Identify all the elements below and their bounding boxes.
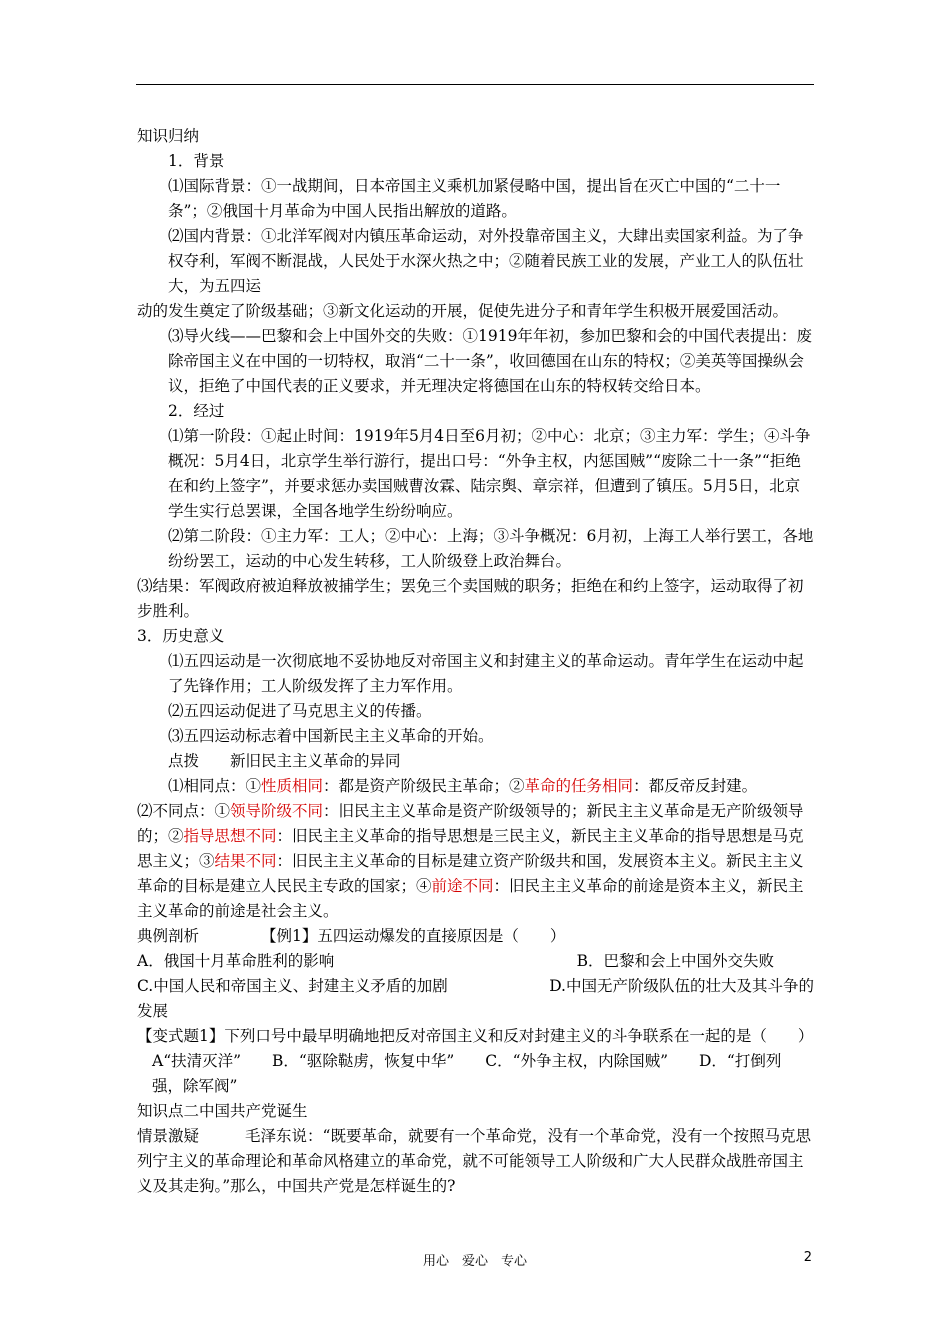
tip-diff-text: ⑵不同点：① <box>137 802 231 820</box>
background-intl: ⑴国际背景：①一战期间，日本帝国主义乘机加紧侵略中国，提出旨在灭亡中国的“二十一条”；②俄国十月革命为中国人民指出解放的道路。 <box>168 177 781 220</box>
tip-diff-text: ：旧民主主义革命的目标是建立资产阶级共和国，发展资本主义。新民主主义革命的目标是建立人民民主专政的国家；④ <box>137 852 804 895</box>
document-body <box>137 124 814 1199</box>
example-option-d-cont: 发展 <box>137 1002 169 1020</box>
example-question: 【例1】五四运动爆发的直接原因是（ ） <box>261 927 566 945</box>
variant-question: 【变式题1】下列口号中最早明确地把反对帝国主义和反对封建主义的斗争联系在一起的是（ ） <box>137 1027 814 1045</box>
tip-same-text: ：都是资产阶级民主革命；② <box>323 777 525 795</box>
example-option-a: A．俄国十月革命胜利的影响 <box>137 952 335 970</box>
tip-line <box>137 749 814 774</box>
highlight-task-same: 革命的任务相同 <box>524 777 634 795</box>
process-result: ⑶结果：军阀政府被迫释放被捕学生；罢免三个卖国贼的职务；拒绝在和约上签字，运动取得了初步胜利。 <box>137 577 804 620</box>
tip-diff-text: ：旧民主主义革命的前途是资本主义，新民主主义革命的前途是社会主义。 <box>137 877 804 920</box>
tip-diff <box>137 799 814 924</box>
tip-same-text: ⑴相同点：① <box>168 777 262 795</box>
significance-item1: ⑴五四运动是一次彻底地不妥协地反对帝国主义和封建主义的革命运动。青年学生在运动中起了先锋作用；工人阶级发挥了主力军作用。 <box>168 652 804 695</box>
point2-scene <box>137 1124 814 1199</box>
background-fuse: ⑶导火线——巴黎和会上中国外交的失败：①1919年年初，参加巴黎和会的中国代表提出：废除帝国主义在中国的一切特权，取消“二十一条”，收回德国在山东的特权；②美英等国操纵会议，拒绝了中国代表的正义要求，并无理决定将德国在山东的特权转交给日本。 <box>168 327 812 395</box>
footer-motto: 用心 爱心 专心 <box>422 1254 527 1269</box>
background-heading: 1．背景 <box>168 152 225 170</box>
background-domestic-2: 动的发生奠定了阶级基础；③新文化运动的开展，促使先进分子和青年学生积极开展爱国活动。 <box>137 302 789 320</box>
highlight-ideology-diff: 指导思想不同 <box>183 827 277 845</box>
variant-options-2: 强，除军阀” <box>152 1077 238 1095</box>
tip-title: 新旧民主主义革命的异同 <box>230 752 401 770</box>
highlight-nature-same: 性质相同 <box>261 777 324 795</box>
highlight-future-diff: 前途不同 <box>431 877 494 895</box>
highlight-result-diff: 结果不同 <box>214 852 277 870</box>
example-line <box>137 924 814 949</box>
example-option-b: B．巴黎和会上中国外交失败 <box>576 952 774 970</box>
tip-diff-text: ：旧民主主义革命是资产阶级领导的；新民主主义革命是无产阶级领导的；② <box>137 802 804 845</box>
process-heading: 2．经过 <box>168 402 225 420</box>
background-domestic-1: ⑵国内背景：①北洋军阀对内镇压革命运动，对外投靠帝国主义，大肆出卖国家利益。为了争权夺利，军阀不断混战，人民处于水深火热之中；②随着民族工业的发展，产业工人的队伍壮大，为五四运 <box>168 227 804 295</box>
process-stage1: ⑴第一阶段：①起止时间：1919年5月4日至6月初；②中心：北京；③主力军：学生；④斗争概况：5月4日，北京学生举行游行，提出口号：“外争主权，内惩国贼”“废除二十一条”“拒绝在和约上签字”，并要求惩办卖国贼曹汝霖、陆宗舆、章宗祥，但遭到了镇压。5月5日，北京学生实行总罢课，全国各地学生纷纷响应。 <box>168 427 811 520</box>
example-options-row2 <box>137 974 814 999</box>
tip-diff-text: ：旧民主主义革命的指导思想是三民主义，新民主主义革命的指导思想是马克思主义；③ <box>137 827 804 870</box>
example-label: 典例剖析 <box>137 927 200 945</box>
highlight-leader-diff: 领导阶级不同 <box>230 802 324 820</box>
significance-item2: ⑵五四运动促进了马克思主义的传播。 <box>168 702 432 720</box>
point2-title: 知识点二中国共产党诞生 <box>137 1102 308 1120</box>
tip-label: 点拨 <box>168 752 200 770</box>
significance-item3: ⑶五四运动标志着中国新民主主义革命的开始。 <box>168 727 494 745</box>
example-option-c: C.中国人民和帝国主义、封建主义矛盾的加剧 <box>137 977 448 995</box>
tip-same-text: ：都反帝反封建。 <box>633 777 758 795</box>
tip-same <box>137 774 814 799</box>
variant-options-1: A“扶清灭洋” B．“驱除鞑虏，恢复中华” C．“外争主权，内除国贼” D．“打倒列 <box>152 1052 782 1070</box>
page-number: 2 <box>803 1250 812 1265</box>
point2-text: 毛泽东说：“既要革命，就要有一个革命党，没有一个革命党，没有一个按照马克思列宁主义的革命理论和革命风格建立的革命党，就不可能领导工人阶级和广大人民群众战胜帝国主义及其走狗。”那么，中国共产党是怎样诞生的? <box>137 1127 811 1195</box>
header-rule <box>136 84 814 85</box>
significance-heading: 3．历史意义 <box>137 627 225 645</box>
process-stage2: ⑵第二阶段：①主力军：工人；②中心：上海；③斗争概况：6月初，上海工人举行罢工，各地纷纷罢工，运动的中心发生转移，工人阶级登上政治舞台。 <box>168 527 814 570</box>
example-option-d: D.中国无产阶级队伍的壮大及其斗争的 <box>549 977 814 995</box>
point2-label: 情景激疑 <box>137 1127 200 1145</box>
example-options-row1 <box>137 949 814 974</box>
section-title: 知识归纳 <box>137 127 200 145</box>
